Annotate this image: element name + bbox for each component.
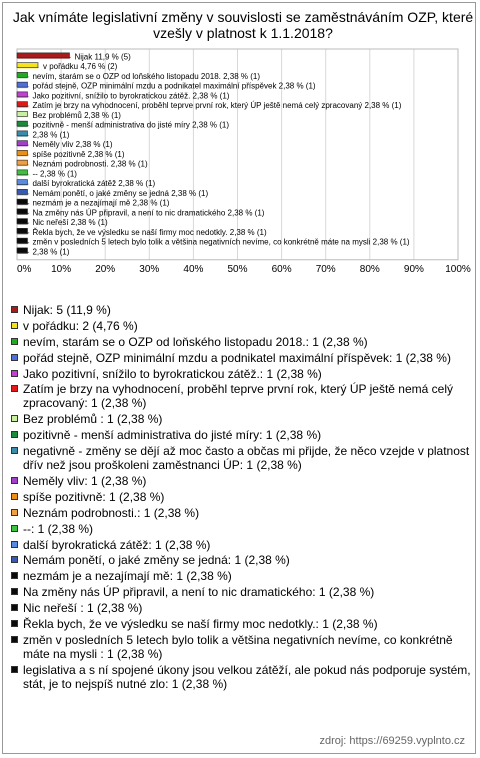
legend-label: Řekla bych, že ve výsledku se naší firmy moc nedotkly.: 1 (2,38 %) — [23, 617, 378, 632]
x-tick-label: 30% — [139, 263, 160, 275]
legend-label: Bez problémů : 1 (2,38 %) — [23, 412, 163, 427]
legend-swatch — [11, 477, 18, 484]
legend-label: další byrokratická zátěž: 1 (2,38 %) — [23, 537, 211, 552]
bar — [17, 121, 27, 126]
legend-item — [11, 428, 473, 442]
legend-label: v pořádku: 2 (4,76 %) — [23, 318, 138, 333]
legend-swatch — [11, 525, 18, 532]
bar — [17, 209, 27, 214]
legend-swatch — [11, 666, 18, 673]
bar — [17, 189, 27, 194]
legend-item — [11, 601, 473, 615]
legend-label: negativně - změny se dějí až moc často a občas mi přijde, že něco vzejde v platnost dřív než jsou proškoleni zaměstnanci ÚP: 1 (2,38 %) — [23, 444, 470, 473]
legend-item — [11, 444, 473, 472]
legend-label: pořád stejně, OZP minimální mzdu a podnikatel maximální příspěvek: 1 (2,38 %) — [23, 350, 451, 365]
chart-title: Jak vnímáte legislativní změny v souvislosti se zaměstnáváním OZP, které vzešly v platnost k 1.1.2018? — [12, 9, 474, 41]
bar-label: pořád stejně, OZP minimální mzdu a podnikatel maximální příspěvek 2,38 % (1) — [32, 81, 316, 91]
bar-label: Nic neřeší 2,38 % (1) — [32, 218, 108, 227]
legend-label: legislativa a s ní spojené úkony jsou velkou zátěží, ale pokud nás podporuje systém, stát, je to nejspíš nutné zlo: 1 (2,38 %) — [23, 662, 471, 691]
bar-label: v pořádku 4,76 % (2) — [42, 62, 118, 71]
legend-item — [11, 351, 473, 365]
legend-label: změn v posledních 5 letech bylo tolik a většina negativních nevíme, co konkrétně máte na mysli : 1 (2,38 %) — [23, 632, 453, 661]
bar-label: -- 2,38 % (1) — [32, 169, 77, 179]
legend-label: Nic neřeší : 1 (2,38 %) — [23, 601, 143, 616]
legend-swatch — [11, 447, 18, 454]
legend-label: Neměly vliv: 1 (2,38 %) — [23, 474, 147, 489]
legend-item — [11, 538, 473, 552]
x-tick-label: 50% — [227, 263, 248, 275]
bar-label: Neměly vliv 2,38 % (1) — [32, 140, 113, 149]
bar — [17, 131, 27, 136]
bar-label: Řekla bych, že ve výsledku se naší firmy moc nedotkly. 2,38 % (1) — [32, 227, 267, 237]
legend-item — [11, 506, 473, 520]
legend-label: Neznám podrobnosti.: 1 (2,38 %) — [23, 505, 200, 520]
x-tick-label: 40% — [183, 263, 204, 275]
legend-item — [11, 303, 473, 317]
bar — [17, 150, 27, 155]
x-tick-label: 70% — [315, 263, 336, 275]
legend-swatch — [11, 636, 18, 643]
legend-swatch — [11, 306, 18, 313]
bar-label: Jako pozitivní, snížilo to byrokratickou zátěž. 2,38 % (1) — [32, 91, 230, 101]
legend-label: nezmám je a nezajímají mě: 1 (2,38 %) — [23, 569, 232, 584]
bar-chart — [3, 3, 477, 303]
legend-item — [11, 412, 473, 426]
bar — [17, 180, 27, 185]
legend-swatch — [11, 556, 18, 563]
bar-label: Neznám podrobnosti. 2,38 % (1) — [32, 159, 148, 169]
legend-item — [11, 633, 473, 661]
bar — [17, 53, 69, 58]
legend-swatch — [11, 415, 18, 422]
bar — [17, 248, 27, 253]
legend-item — [11, 474, 473, 488]
legend-item — [11, 367, 473, 381]
bar-label: 2,38 % (1) — [32, 247, 70, 257]
bar-label: Bez problémů 2,38 % (1) — [32, 110, 121, 120]
x-tick-label: 100% — [445, 263, 471, 275]
legend-label: Nijak: 5 (11,9 %) — [23, 303, 111, 317]
legend-label: pozitivně - menší administrativa do jisté míry: 1 (2,38 %) — [23, 428, 322, 443]
legend-swatch — [11, 620, 18, 627]
legend-item — [11, 663, 473, 691]
bar-label: nevím, starám se o OZP od loňského listopadu 2018. 2,38 % (1) — [32, 71, 261, 81]
bar — [17, 111, 27, 116]
chart-frame — [2, 2, 476, 754]
bar — [17, 92, 27, 97]
x-tick-label: 0% — [17, 263, 32, 275]
bar-labels — [32, 52, 409, 256]
x-axis-ticks — [17, 264, 471, 275]
legend-swatch — [11, 338, 18, 345]
bar — [17, 63, 38, 68]
legend-swatch — [11, 572, 18, 579]
bar-label: Na změny nás ÚP připravil, a není to nic dramatického 2,38 % (1) — [32, 208, 265, 218]
bar — [17, 228, 27, 233]
bar — [17, 170, 27, 175]
legend-swatch — [11, 493, 18, 500]
legend-label: Jako pozitivní, snížilo to byrokratickou zátěž.: 1 (2,38 %) — [23, 366, 322, 381]
x-tick-label: 20% — [95, 263, 116, 275]
bar-label: změn v posledních 5 letech bylo tolik a většina negativních nevíme, co konkrétně máte na mysli 2,38 % (1) — [32, 237, 410, 247]
bar — [17, 82, 27, 87]
bar-label: spíše pozitivně 2,38 % (1) — [32, 149, 125, 159]
x-tick-label: 10% — [51, 263, 72, 275]
legend-label: Na změny nás ÚP připravil, a není to nic dramatického: 1 (2,38 %) — [23, 585, 375, 600]
bar — [17, 72, 27, 77]
legend-item — [11, 335, 473, 349]
legend-swatch — [11, 431, 18, 438]
bar-label: další byrokratická zátěž 2,38 % (1) — [32, 179, 156, 188]
legend-swatch — [11, 354, 18, 361]
bar — [17, 199, 27, 204]
legend-item — [11, 585, 473, 599]
bar-label: nezmám je a nezajímají mě 2,38 % (1) — [32, 198, 170, 208]
legend-item — [11, 617, 473, 631]
bar — [17, 141, 27, 146]
bar-label: Zatím je brzy na vyhodnocení, proběhl teprve první rok, který ÚP ještě nemá celý zpracovaný 2,38 % (1) — [32, 101, 402, 110]
legend-swatch — [11, 370, 18, 377]
bar — [17, 160, 27, 165]
legend-item — [11, 382, 473, 410]
legend-label: Zatím je brzy na vyhodnocení, proběhl teprve první rok, který ÚP ještě nemá celý zpracovaný: 1 (2,38 %) — [23, 382, 453, 411]
legend-swatch — [11, 588, 18, 595]
bar-label: Nemám ponětí, o jaké změny se jedná 2,38 % (1) — [32, 188, 209, 198]
bar-label: pozitivně - menší administrativa do jisté míry 2,38 % (1) — [32, 120, 230, 130]
x-tick-label: 90% — [403, 263, 424, 275]
legend-item — [11, 553, 473, 567]
x-tick-label: 60% — [271, 263, 292, 275]
legend-swatch — [11, 541, 18, 548]
legend-label: Nemám ponětí, o jaké změny se jedná: 1 (2,38 %) — [23, 553, 290, 568]
legend-label: nevím, starám se o OZP od loňského listopadu 2018.: 1 (2,38 %) — [23, 334, 368, 349]
bar — [17, 102, 27, 107]
bar-label: 2,38 % (1) — [32, 130, 70, 140]
legend-label: --: 1 (2,38 %) — [23, 521, 94, 536]
legend-swatch — [11, 509, 18, 516]
legend-swatch — [11, 322, 18, 329]
bar — [17, 238, 27, 243]
legend-item — [11, 569, 473, 583]
bar — [17, 219, 27, 224]
bar-label: Nijak 11,9 % (5) — [74, 52, 131, 62]
legend-swatch — [11, 604, 18, 611]
legend-label: spíše pozitivně: 1 (2,38 %) — [23, 489, 165, 504]
source-footer: zdroj: https://69259.vyplnto.cz — [319, 735, 465, 747]
legend — [11, 303, 473, 693]
legend-item — [11, 522, 473, 536]
legend-item — [11, 319, 473, 333]
x-tick-label: 80% — [359, 263, 380, 275]
legend-item — [11, 490, 473, 504]
legend-swatch — [11, 385, 18, 392]
